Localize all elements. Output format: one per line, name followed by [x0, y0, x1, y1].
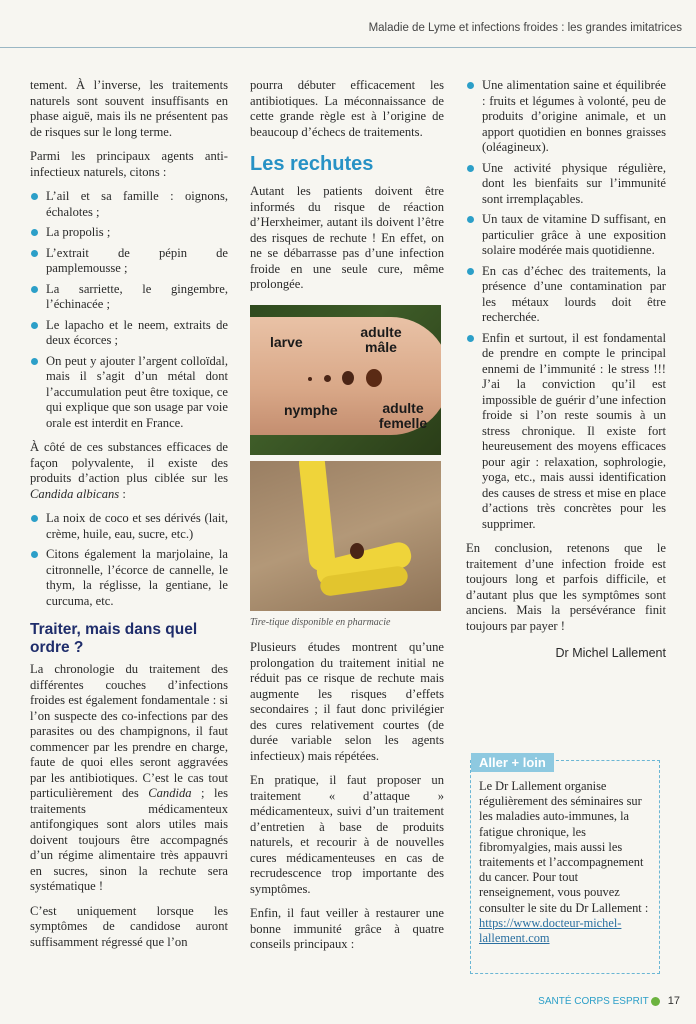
paragraph: tement. À l’inverse, les traitements naturels sont souvent insuffisants en phase aiguë, mais ils ne présentent pas de risques sur le long terme.: [30, 78, 228, 139]
list-item: Le lapacho et le neem, extraits de deux écorces ;: [30, 318, 228, 349]
paragraph: Parmi les principaux agents anti-infectieux naturels, citons :: [30, 149, 228, 179]
bullet-list: [30, 189, 228, 431]
list-item: On peut y ajouter l’argent colloïdal, mais il s’agit d’un métal dont l’accumulation peut être toxique, ce qui explique que son usage par voie orale est interdit en France.: [30, 354, 228, 432]
list-item: Un taux de vitamine D suffisant, en particulier grâce à une exposition solaire modérée mais quotidienne.: [466, 212, 666, 259]
tick-stages-photo: [250, 305, 441, 455]
bullet-icon: [467, 268, 474, 275]
leaf-logo-icon: [651, 997, 660, 1006]
female-tick-icon: [366, 369, 382, 387]
bullet-icon: [467, 82, 474, 89]
list-item: La sarriette, le gingembre, l’échinacée ;: [30, 282, 228, 313]
header-divider: [0, 47, 696, 48]
list-item: Enfin et surtout, il est fondamental de prendre en compte le principal ennemi de l’immunité : le stress !!! J’ai la conviction qu’il est impossible de guérir d’une infection froide si l’on reste soumis à un stress chronique. Il existe fort heureusement des moyens efficaces pour agir : relaxation, sophrologie, yoga, etc., mais aussi identification des causes de stress et mise en place d’actions très concrètes pour les supprimer.: [466, 331, 666, 533]
bullet-list: [466, 78, 666, 532]
list-item: La propolis ;: [30, 225, 228, 241]
list-item: En cas d’échec des traitements, la présence d’une contamination par les métaux lourds doit être recherchée.: [466, 264, 666, 326]
paragraph: À côté de ces substances efficaces de façon polyvalente, il existe des produits d’action plus ciblée sur les Candida albicans :: [30, 440, 228, 501]
list-item: Une activité physique régulière, dont les bienfaits sur l’immunité sont irremplaçables.: [466, 161, 666, 208]
header-title: Maladie de Lyme et infections froides : les grandes imitatrices: [368, 22, 682, 34]
paragraph: Enfin, il faut veiller à restaurer une bonne immunité grâce à quatre conseils principaux :: [250, 906, 444, 951]
larva-tick-icon: [308, 377, 312, 381]
list-item: Citons également la marjolaine, la citronnelle, l’écorce de cannelle, le thym, la réglisse, la gentiane, le curcuma, etc.: [30, 547, 228, 609]
paragraph: Autant les patients doivent être informés du risque de réaction d’Herxheimer, autant ils doivent l’être des risques de rechute ! En effet, on ne se débarrasse pas d’une infection froide en une seule cure, même prolongée.: [250, 184, 444, 291]
male-tick-icon: [342, 371, 354, 385]
paragraph: C’est uniquement lorsque les symptômes de candidose auront suffisamment régressé que l’on: [30, 903, 228, 949]
footer-brand: SANTÉ CORPS ESPRIT: [538, 996, 649, 1007]
bullet-icon: [31, 551, 38, 558]
paragraph: En pratique, il faut proposer un traitement « d’attaque » médicamenteux, suivi d’un traitement d’entretien à base de produits naturels, et recourir à de nouvelles cures médicamenteuses en cas de recrudescence trop importante des symptômes.: [250, 773, 444, 896]
author-signature: Dr Michel Lallement: [555, 646, 666, 660]
bullet-icon: [31, 515, 38, 522]
column-1: [30, 78, 228, 959]
page-number: 17: [667, 995, 680, 1007]
tick-icon: [350, 543, 364, 559]
column-2: [250, 78, 444, 962]
section-heading: Les rechutes: [250, 153, 374, 175]
photo-caption: Tire-tique disponible en pharmacie: [250, 616, 391, 628]
column-3: [466, 78, 666, 662]
bullet-icon: [467, 165, 474, 172]
tick-remover-photo: [250, 461, 441, 611]
label-adulte-femelle: adulte femelle: [378, 399, 428, 431]
label-larve: larve: [270, 333, 303, 350]
bullet-icon: [31, 322, 38, 329]
bullet-icon: [31, 286, 38, 293]
section-heading: Traiter, mais dans quel ordre ?: [30, 621, 198, 656]
bullet-icon: [31, 229, 38, 236]
label-nymphe: nymphe: [284, 401, 338, 418]
box-tag: Aller + loin: [471, 753, 554, 772]
bullet-icon: [467, 335, 474, 342]
tick-remover-handle-icon: [298, 461, 336, 572]
paragraph: Plusieurs études montrent qu’une prolongation du traitement initial ne réduit pas ce risque de rechute mais augmente les risques d’effets secondaires ; il faut donc privilégier des cures relativement courtes (de durée variable selon les agents infectieux) mais répétées.: [250, 640, 444, 763]
paragraph: En conclusion, retenons que le traitement d’une infection froide est toujours long et parfois difficile, et d’autant plus que les symptômes sont anciens. Mais la persévérance finit toujours par payer !: [466, 541, 666, 633]
bullet-icon: [31, 193, 38, 200]
list-item: Une alimentation saine et équilibrée : fruits et légumes à volonté, peu de produits d’origine animale, et un apport quotidien en bonnes graisses (oléagineux).: [466, 78, 666, 156]
bullet-icon: [467, 216, 474, 223]
list-item: L’extrait de pépin de pamplemousse ;: [30, 246, 228, 277]
list-item: La noix de coco et ses dérivés (lait, crème, huile, eau, sucre, etc.): [30, 511, 228, 542]
bullet-icon: [31, 358, 38, 365]
nymph-tick-icon: [324, 375, 331, 382]
page-footer: [538, 995, 680, 1007]
label-adulte-male: adulte mâle: [360, 323, 402, 355]
page-header: [0, 0, 696, 48]
website-link[interactable]: https://www.docteur-michel-lallement.com: [479, 915, 622, 946]
paragraph: La chronologie du traitement des différentes couches d’infections froides est également fondamentale : si l’on suspecte des co-infections par des parasites ou des champignons, il faut commencer par les prendre en charge, faute de quoi elles seront aggravées par les antibiotiques. C’est le cas tout particulièrement des Candida ; les traitements médicamenteux antifongiques sont alors utiles mais doivent toujours être accompagnés d’un régime alimentaire très appauvri en sucres, sinon la rechute sera systématique !: [30, 662, 228, 893]
bullet-list: [30, 511, 228, 609]
paragraph: pourra débuter efficacement les antibiotiques. La méconnaissance de cette grande règle est à l’origine de beaucoup d’échecs de traitements.: [250, 78, 444, 139]
aller-plus-loin-box: [470, 755, 660, 974]
bullet-icon: [31, 250, 38, 257]
box-text: Le Dr Lallement organise régulièrement des séminaires sur les maladies auto-immunes, la fatigue chronique, les fibromyalgies, mais aussi les traitements et l’accompagnement du cancer. Pour tout renseignement, vous pouvez consulter le site du Dr Lallement : https://www.docteur-michel-lallement.com: [479, 779, 649, 946]
italic-term: Candida: [148, 786, 192, 800]
list-item: L’ail et sa famille : oignons, échalotes ;: [30, 189, 228, 220]
italic-term: Candida albicans: [30, 486, 120, 501]
